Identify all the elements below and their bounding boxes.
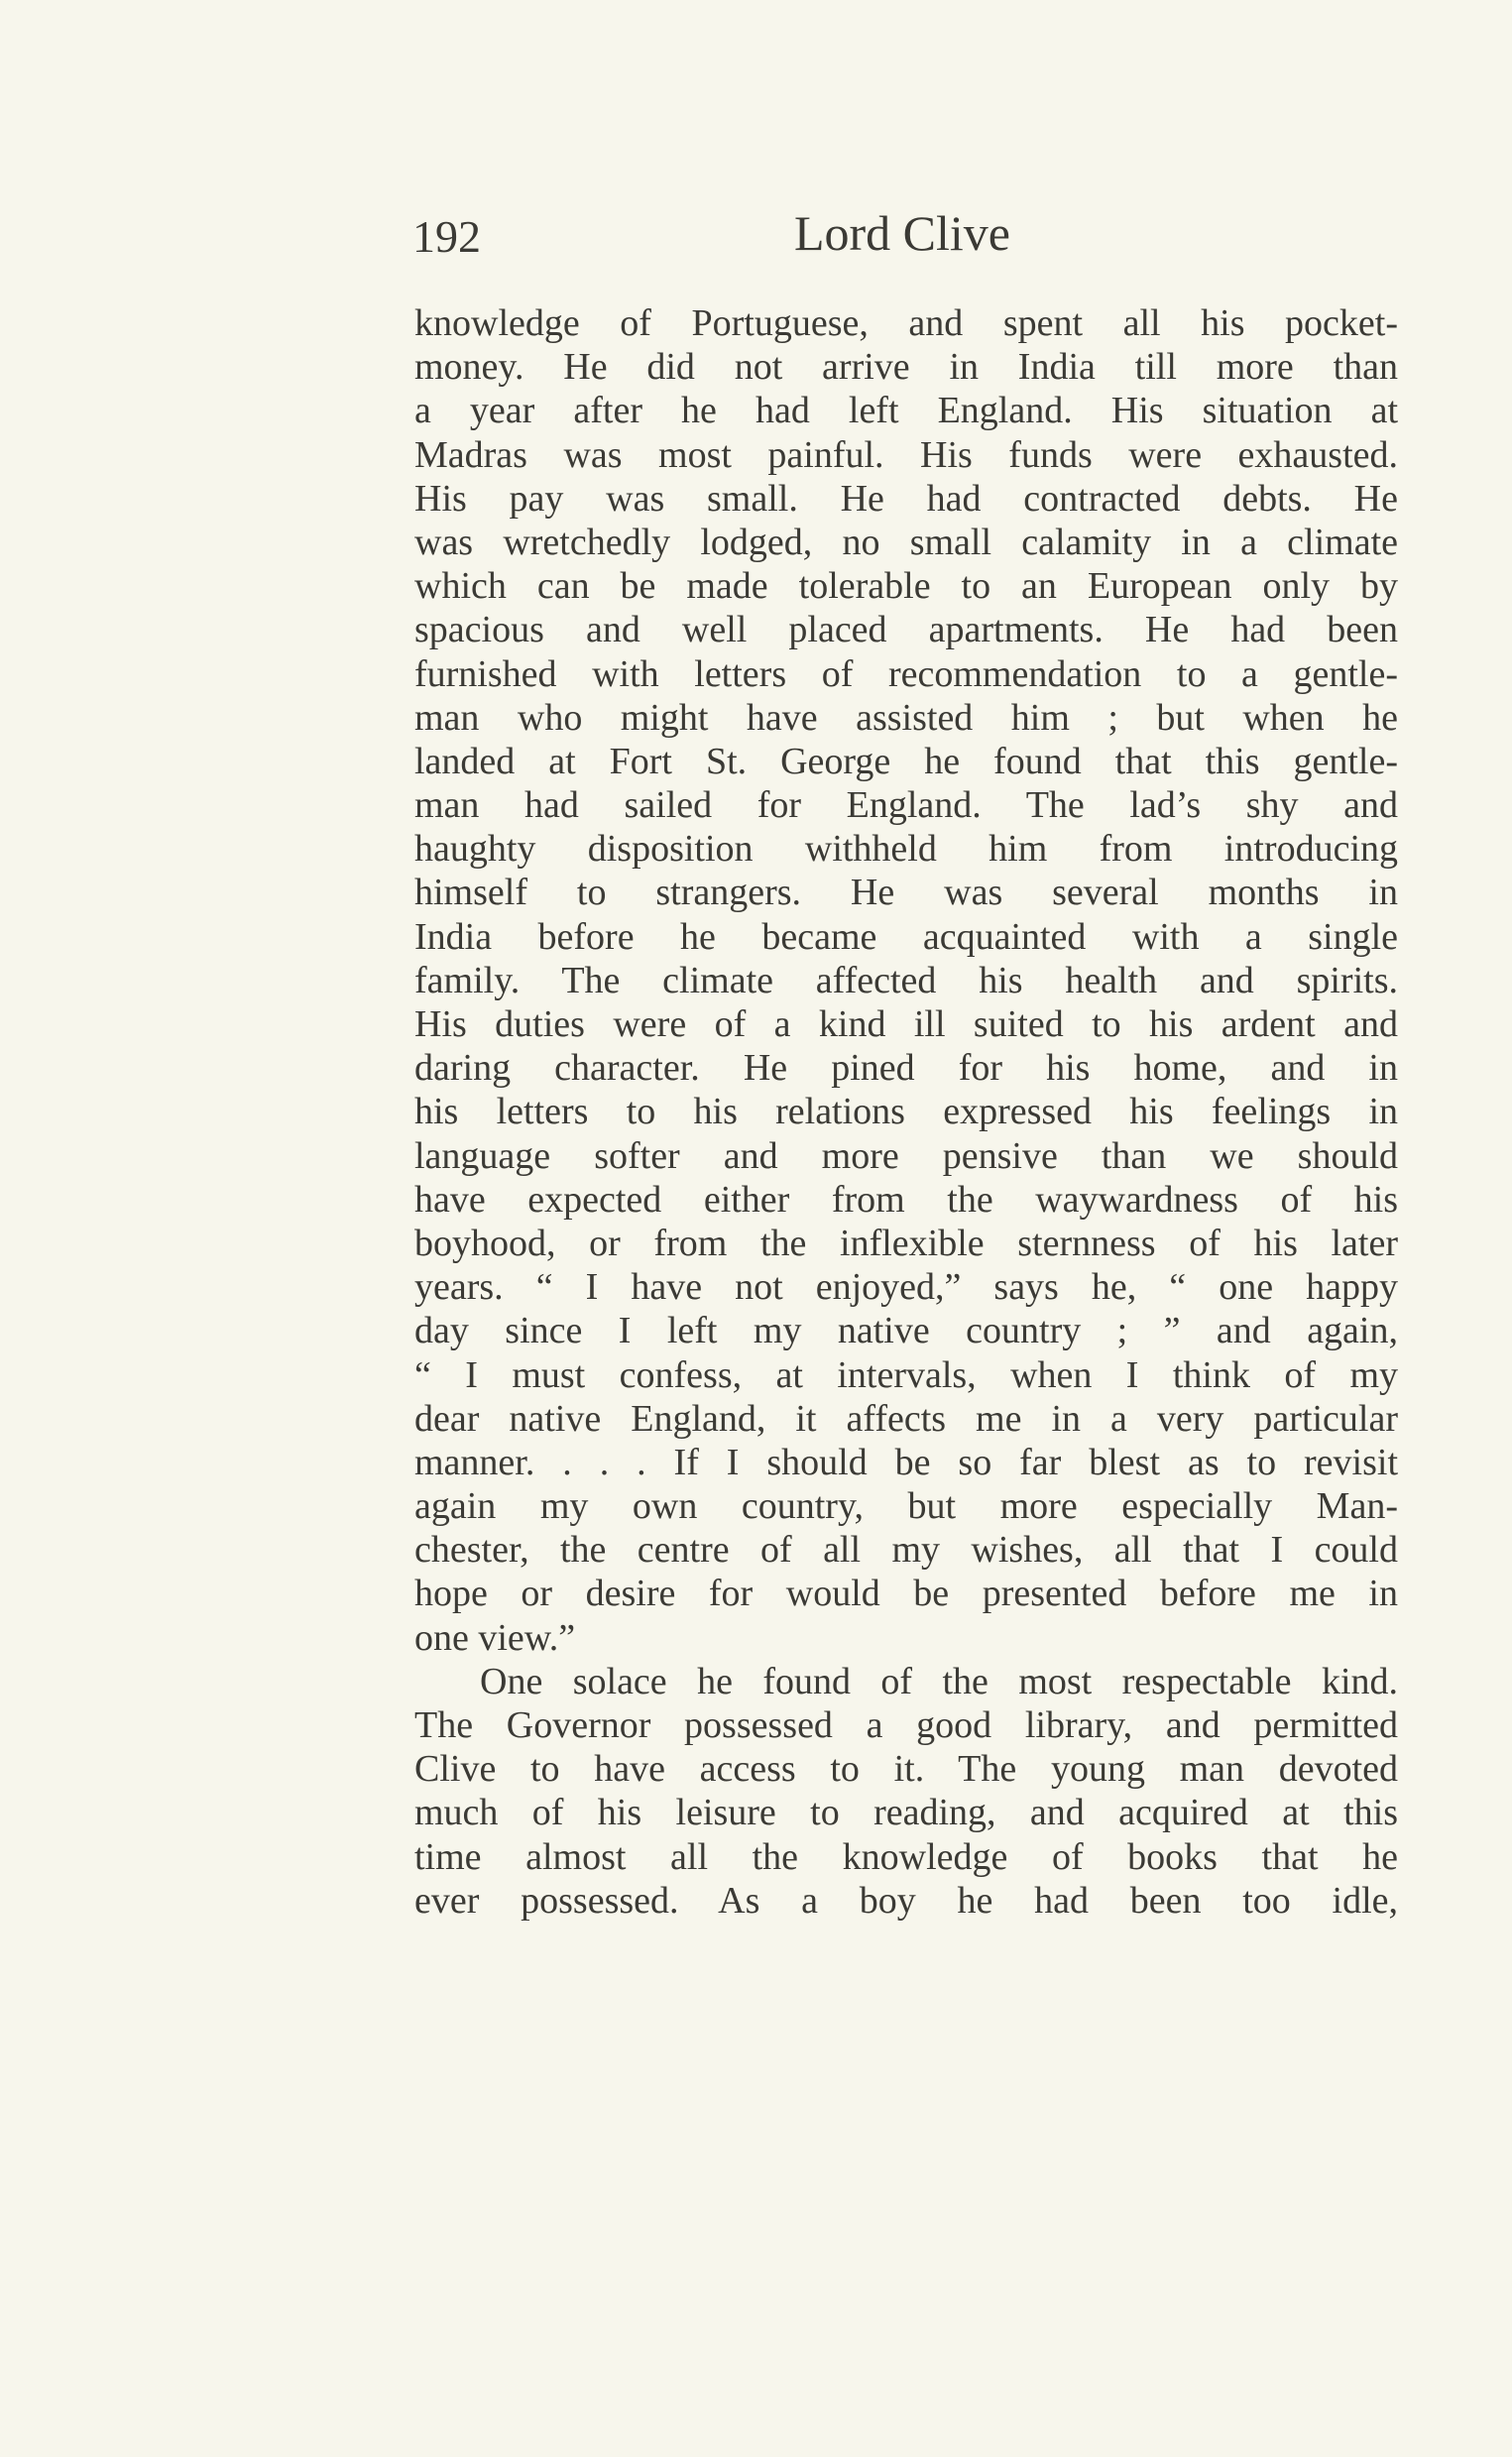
page-number: 192 [412, 211, 481, 262]
running-title: Lord Clive [793, 205, 1011, 261]
text-line: family. The climate affected his health and spirits. [414, 959, 1398, 1001]
text-line: furnished with letters of recommendation to a gentle- [414, 652, 1398, 695]
text-line: daring character. He pined for his home, and in [414, 1047, 1398, 1090]
text-line: man who might have assisted him ; but when he [414, 696, 1398, 739]
text-line: money. He did not arrive in India till more than [414, 346, 1398, 389]
text-line: The Governor possessed a good library, and permitted [414, 1704, 1398, 1746]
text-line: man had sailed for England. The lad’s shy and [414, 784, 1398, 827]
text-line: himself to strangers. He was several months in [414, 872, 1398, 914]
text-line: a year after he had left England. His situation at [414, 390, 1398, 432]
text-line: landed at Fort St. George he found that this gentle- [414, 740, 1398, 782]
paragraph [414, 1660, 1398, 1923]
text-line: again my own country, but more especially Man- [414, 1485, 1398, 1528]
text-line: one view.” [414, 1616, 576, 1659]
text-line: “ I must confess, at intervals, when I think of my [414, 1353, 1398, 1396]
text-line: manner. . . . If I should be so far blest as to revisit [414, 1441, 1398, 1483]
text-line: much of his leisure to reading, and acquired at this [414, 1792, 1398, 1834]
text-line: One solace he found of the most respectable kind. [480, 1660, 1398, 1702]
text-line: was wretchedly lodged, no small calamity in a climate [414, 521, 1398, 563]
text-line: which can be made tolerable to an European only by [414, 565, 1398, 608]
text-line: His pay was small. He had contracted debts. He [414, 477, 1398, 520]
text-line: day since I left my native country ; ” and again, [414, 1310, 1398, 1352]
paragraph [414, 301, 1398, 1660]
text-line: his letters to his relations expressed his feelings in [414, 1091, 1398, 1133]
text-line: boyhood, or from the inflexible sternness of his later [414, 1222, 1398, 1264]
text-line: spacious and well placed apartments. He had been [414, 609, 1398, 651]
text-line: Clive to have access to it. The young man devoted [414, 1748, 1398, 1791]
text-line: time almost all the knowledge of books that he [414, 1835, 1398, 1878]
text-line: knowledge of Portuguese, and spent all his pocket- [414, 302, 1398, 344]
text-line: ever possessed. As a boy he had been too idle, [414, 1879, 1398, 1922]
text-line: His duties were of a kind ill suited to his ardent and [414, 1003, 1398, 1045]
text-line: hope or desire for would be presented before me in [414, 1573, 1398, 1615]
page-body [414, 301, 1398, 1923]
text-line: years. “ I have not enjoyed,” says he, “ one happy [414, 1266, 1398, 1309]
text-line: dear native England, it affects me in a very particular [414, 1397, 1398, 1440]
text-line: have expected either from the waywardness of his [414, 1178, 1398, 1221]
text-line: haughty disposition withheld him from introducing [414, 828, 1398, 871]
text-line: India before he became acquainted with a single [414, 915, 1398, 958]
text-line: Madras was most painful. His funds were exhausted. [414, 433, 1398, 476]
text-line: chester, the centre of all my wishes, all that I could [414, 1529, 1398, 1572]
text-line: language softer and more pensive than we should [414, 1134, 1398, 1177]
